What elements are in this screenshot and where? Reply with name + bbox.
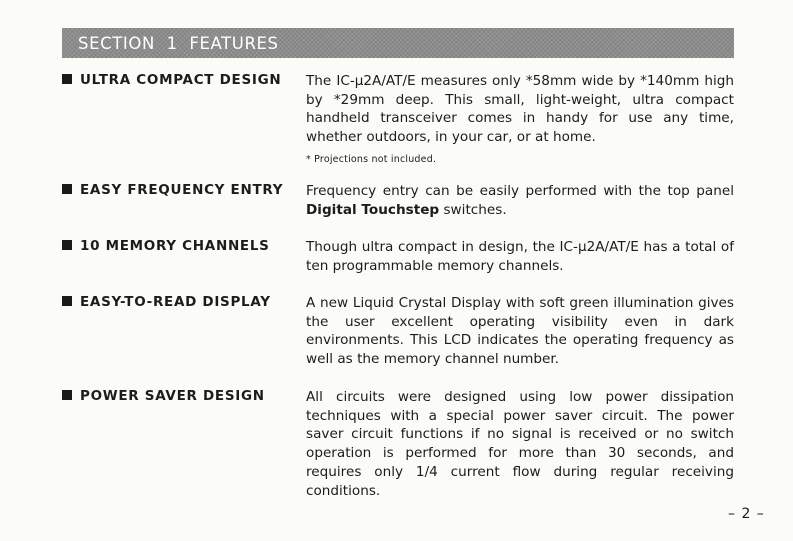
feature-description-text: Frequency entry can be easily performed with the top panel [306,183,734,199]
feature-description: All circuits were designed using low power dissipation techniques with a special power saver circuit. The power saver circuit functions if no signal is received or no switch operation is performed for more than 30 seconds, and requires only 1/4 current flow during regular receiving conditions. [306,389,734,499]
feature-description: A new Liquid Crystal Display with soft green illumination gives the user excellent operating visibility even in dark environments. This LCD indicates the operating frequency as well as the memory channel number. [306,295,734,368]
square-bullet-icon [62,390,72,400]
feature-heading-text: EASY-TO-READ DISPLAY [80,294,271,310]
square-bullet-icon [62,240,72,250]
footnote: * Projections not included. [306,153,437,165]
emphasis-text: Digital Touchstep [306,201,440,218]
section-header-bar [62,28,734,58]
feature-heading-text: ULTRA COMPACT DESIGN [80,72,282,88]
feature-heading-text: 10 MEMORY CHANNELS [80,238,270,254]
feature-heading [62,182,298,198]
square-bullet-icon [62,74,72,84]
page-number: – 2 – [728,506,765,522]
feature-description-text: switches. [439,201,507,218]
feature-description-text: The IC-µ2A/AT/E measures only *58mm wide by *140mm high by *29mm deep. This small, light-weight, ultra compact handheld transceiver comes in handy for use any time, whether outdoors, in your car, or at home. [306,73,734,146]
square-bullet-icon [62,184,72,194]
feature-heading [62,72,298,88]
feature-heading-text: EASY FREQUENCY ENTRY [80,182,284,198]
feature-description [306,72,734,170]
feature-heading [62,294,298,310]
feature-heading [62,388,298,404]
feature-description [306,182,734,219]
square-bullet-icon [62,296,72,306]
feature-heading [62,238,298,254]
feature-heading-text: POWER SAVER DESIGN [80,388,265,404]
feature-description: Though ultra compact in design, the IC-µ2A/AT/E has a total of ten programmable memory channels. [306,239,734,274]
section-title: SECTION 1 FEATURES [78,34,279,53]
